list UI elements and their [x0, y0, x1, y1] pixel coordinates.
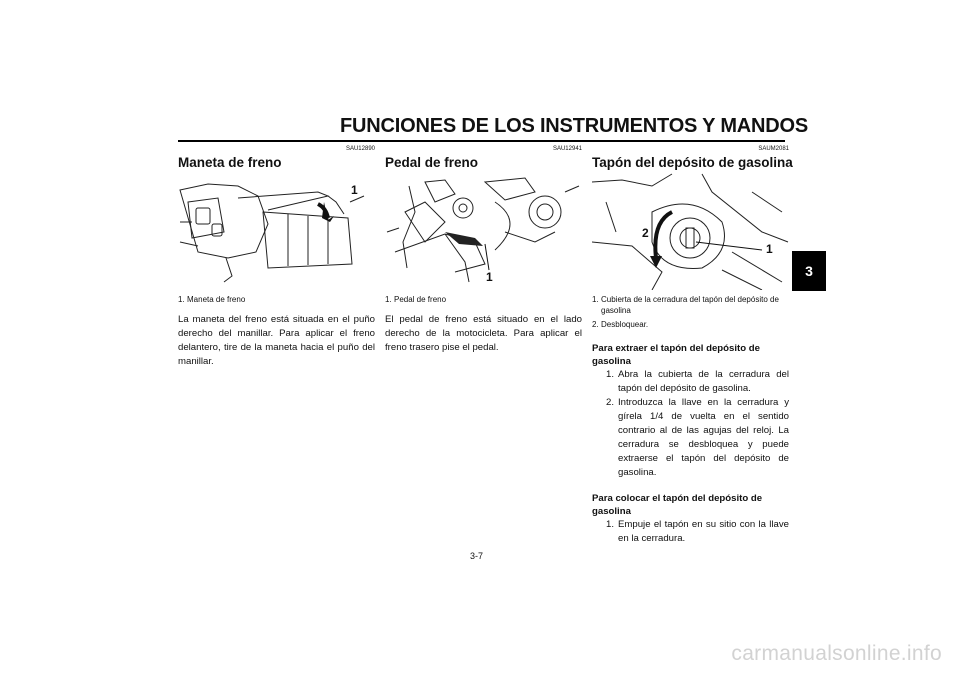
section-fuel-tank-cap: [592, 144, 793, 546]
step-number: 1.: [605, 369, 614, 380]
watermark: carmanualsonline.info: [731, 642, 942, 665]
fuel-cap-illustration: [592, 172, 789, 290]
callout-1: 1: [486, 270, 493, 284]
section-code: SAUM2081: [758, 146, 789, 152]
pedal-drawing: [385, 172, 582, 290]
section-title: Pedal de freno: [385, 155, 479, 170]
caption-text: Maneta de freno: [187, 295, 246, 304]
caption-item: [592, 294, 789, 316]
brake-pedal-illustration: [385, 172, 582, 290]
step-item: [592, 396, 789, 480]
section-title: Tapón del depósito de gasolina: [592, 155, 793, 170]
page-number: 3-7: [470, 551, 484, 561]
step-text: Abra la cubierta de la cerradura del tapón del depósito de gasolina.: [618, 369, 789, 394]
step-text: Empuje el tapón en su sitio con la llave en la cerradura.: [618, 519, 789, 544]
callout-1: 1: [351, 183, 358, 197]
remove-cap-heading: Para extraer el tapón del depósito de gasolina: [592, 343, 760, 367]
step-item: [592, 368, 789, 396]
step-number: 1.: [605, 519, 614, 530]
callout-2: 2: [642, 226, 649, 240]
install-cap-steps: [592, 518, 789, 546]
figure-caption: [178, 294, 375, 305]
fuel-cap-drawing: [592, 172, 789, 290]
caption-number: 1.: [178, 295, 185, 304]
brake-lever-illustration: [178, 172, 375, 290]
section-body: El pedal de freno está situado en el lado derecho de la motocicleta. Para aplicar el freno trasero pise el pedal.: [385, 314, 582, 353]
caption-item: [178, 294, 375, 305]
caption-text: Desbloquear.: [601, 320, 649, 329]
section-code: SAU12890: [345, 146, 375, 152]
callout-1: 1: [766, 242, 773, 256]
page-header-title: FUNCIONES DE LOS INSTRUMENTOS Y MANDOS: [340, 115, 809, 137]
install-cap-heading: Para colocar el tapón del depósito de gasolina: [592, 493, 763, 517]
caption-number: 1.: [592, 295, 599, 304]
handlebar-lever-drawing: [178, 172, 375, 290]
section-brake-lever: [178, 144, 375, 369]
caption-text: Cubierta de la cerradura del tapón del depósito de gasolina: [601, 295, 779, 315]
header-rule: [178, 140, 785, 142]
figure-caption: [385, 294, 582, 305]
caption-number: 2.: [592, 320, 599, 329]
remove-cap-steps: [592, 368, 789, 480]
caption-item: [385, 294, 582, 305]
step-item: [592, 518, 789, 546]
section-code: SAU12941: [552, 146, 582, 152]
caption-number: 1.: [385, 295, 392, 304]
step-number: 2.: [605, 397, 614, 408]
caption-item: [592, 319, 789, 330]
caption-text: Pedal de freno: [394, 295, 447, 304]
figure-caption: [592, 294, 789, 330]
section-title: Maneta de freno: [178, 155, 282, 170]
section-body: La maneta del freno está situada en el puño derecho del manillar. Para aplicar el freno delantero, tire de la maneta hacia el puño del manillar.: [178, 314, 375, 367]
step-text: Introduzca la llave en la cerradura y gírela 1/4 de vuelta en el sentido contrario al de las agujas del reloj. La cerradura se desbloquea y puede extraerse el tapón del depósito de gasolina.: [618, 397, 789, 478]
section-brake-pedal: [385, 144, 582, 355]
chapter-tab[interactable]: 3: [792, 251, 826, 291]
